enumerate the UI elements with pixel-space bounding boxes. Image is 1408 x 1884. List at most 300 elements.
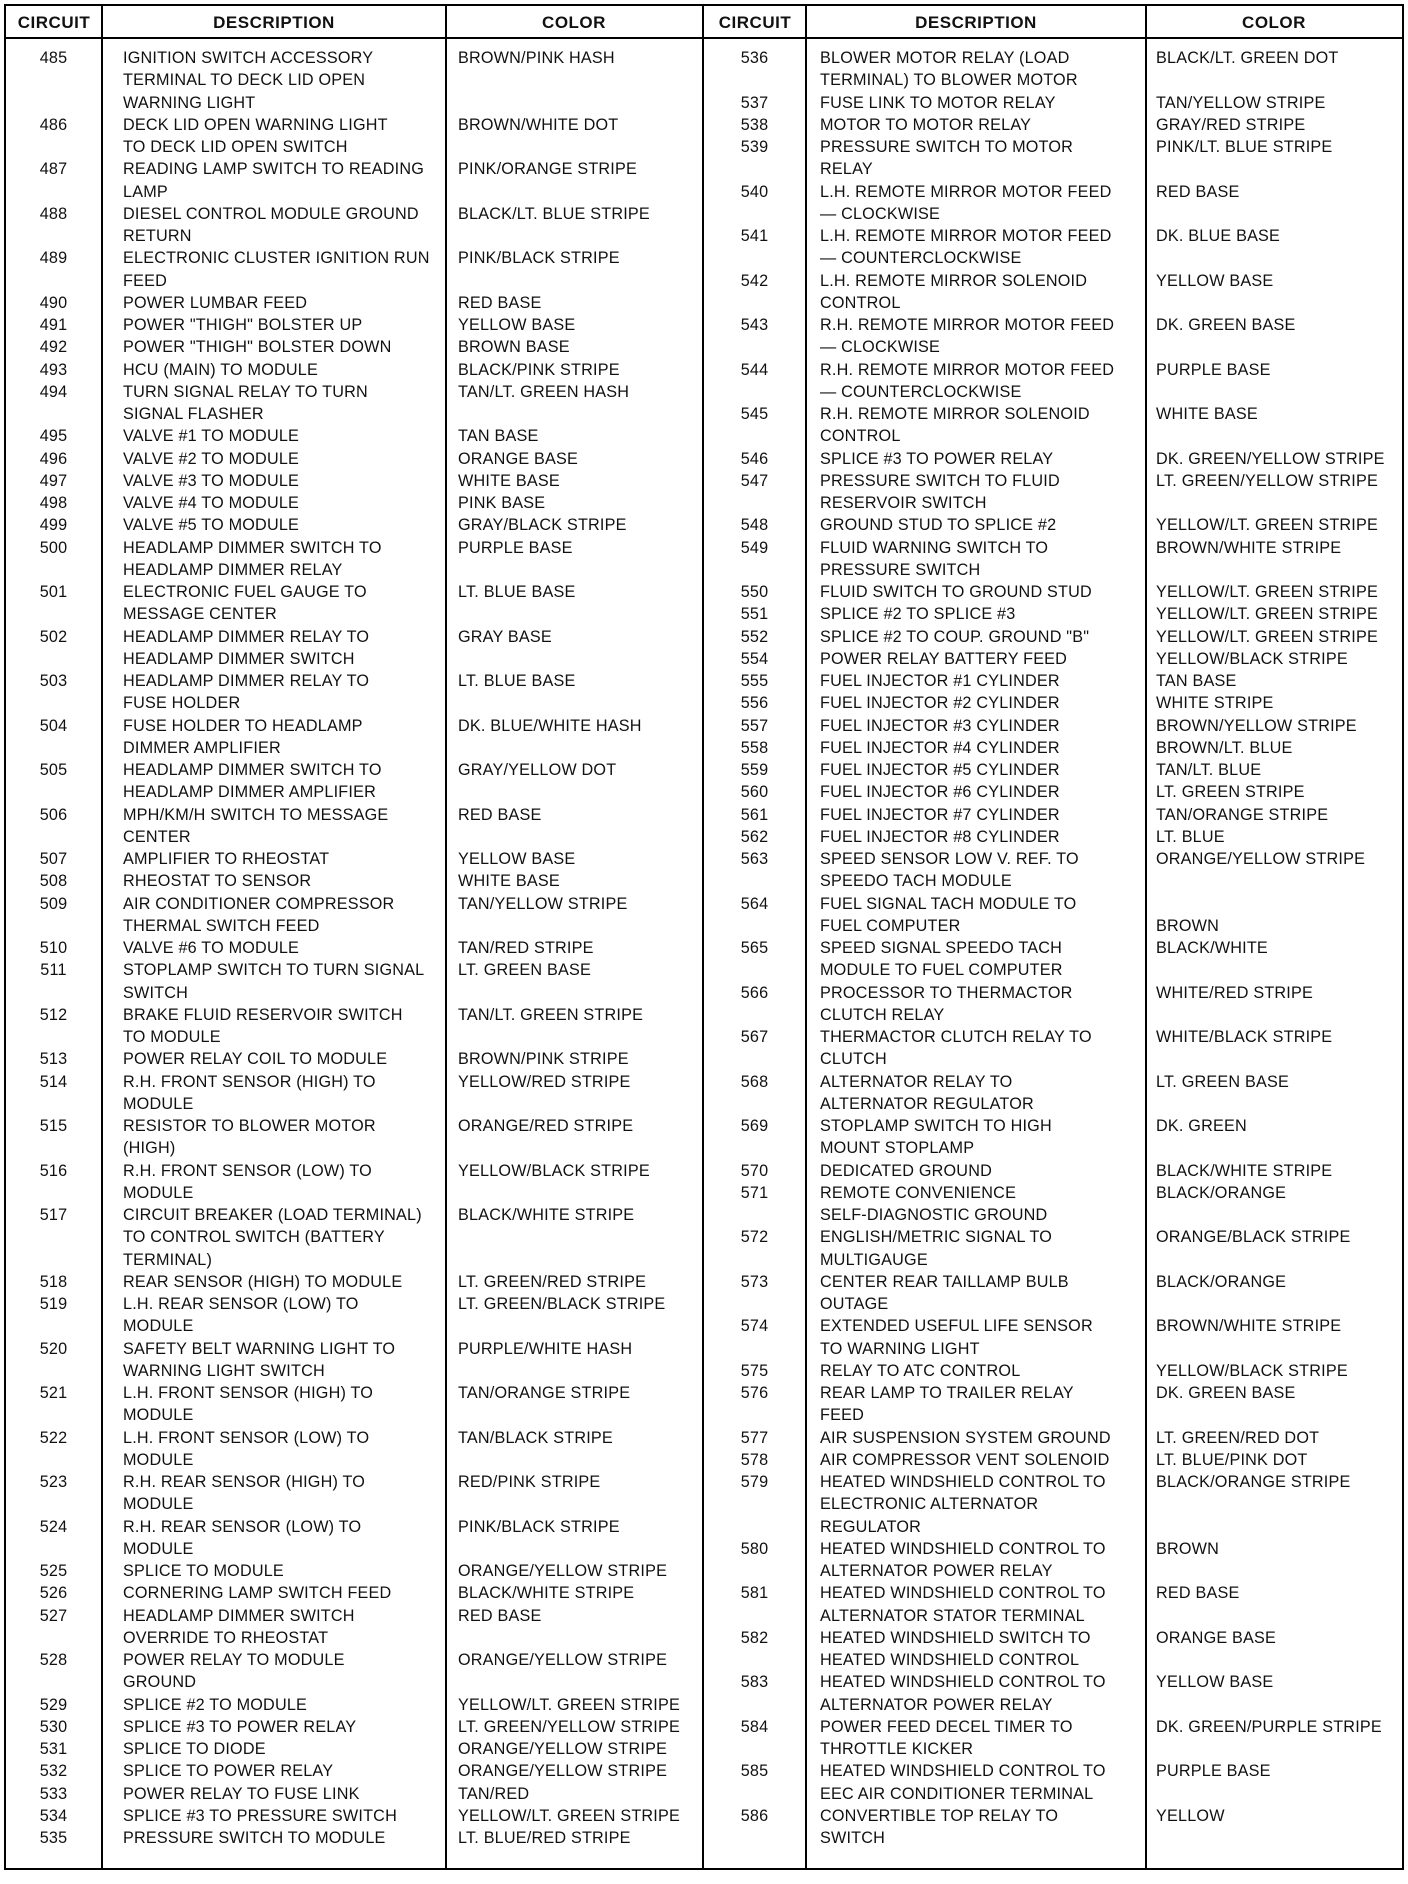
color-line: TAN/LT. GREEN STRIPE [458, 1005, 644, 1024]
table-row [704, 1716, 1402, 1761]
color-line: PINK/BLACK STRIPE [458, 249, 620, 268]
circuit-number: 584 [740, 1717, 769, 1736]
color-line: RED BASE [1156, 182, 1240, 201]
color-line: ORANGE/YELLOW STRIPE [458, 1651, 668, 1669]
wire-color [458, 1204, 634, 1226]
description-line: L.H. REMOTE MIRROR SOLENOID [820, 271, 1088, 290]
color-header: COLOR [1146, 6, 1402, 39]
color-line: ORANGE/BLACK STRIPE [1156, 1228, 1351, 1247]
table-row [704, 1271, 1402, 1316]
table-row [704, 1182, 1402, 1227]
wire-color [1156, 648, 1348, 670]
circuit-description [123, 1560, 284, 1582]
wire-color [1156, 448, 1385, 470]
table-row [6, 292, 702, 314]
circuit-number: 535 [39, 1829, 68, 1847]
color-line: ORANGE/YELLOW STRIPE [458, 1762, 668, 1781]
table-row [6, 359, 702, 381]
wire-color [458, 1738, 667, 1760]
circuit-number: 525 [39, 1562, 68, 1580]
circuit-description [123, 1382, 373, 1427]
color-line: ORANGE BASE [458, 449, 579, 468]
description-line: VALVE #1 TO MODULE [123, 427, 300, 446]
description-line: SPLICE #3 TO POWER RELAY [820, 449, 1054, 468]
circuit-description [820, 1271, 1069, 1316]
wire-color [458, 359, 620, 381]
table-row [704, 270, 1402, 315]
circuit-number: 497 [39, 471, 68, 490]
wire-color [1156, 1805, 1225, 1827]
circuit-number: 568 [740, 1072, 769, 1091]
description-line: BRAKE FLUID RESERVOIR SWITCH [123, 1005, 403, 1024]
description-line: FUEL INJECTOR #4 CYLINDER [820, 738, 1060, 757]
circuit-number: 492 [39, 338, 68, 357]
table-row [704, 114, 1402, 136]
description-header: DESCRIPTION [102, 6, 446, 39]
table-row [6, 1382, 702, 1427]
table-row [6, 1560, 702, 1582]
circuit-number: 548 [740, 516, 769, 535]
table-row [704, 1449, 1402, 1471]
circuit-description [820, 1582, 1106, 1627]
table-row [6, 1716, 702, 1738]
wire-color [1156, 136, 1332, 158]
circuit-number: 501 [39, 583, 68, 601]
circuit-description [820, 1226, 1052, 1271]
circuit-description [820, 692, 1060, 714]
description-line: — COUNTERCLOCKWISE [820, 382, 1022, 401]
description-line: RESISTOR TO BLOWER MOTOR [123, 1117, 376, 1135]
description-line: TO CONTROL SWITCH (BATTERY [123, 1228, 385, 1247]
color-line: PINK/BLACK STRIPE [458, 1517, 620, 1536]
description-line: — COUNTERCLOCKWISE [820, 249, 1022, 268]
table-row [704, 1226, 1402, 1271]
table-row [6, 715, 702, 760]
wire-color [1156, 1115, 1247, 1137]
circuit-number: 500 [39, 538, 68, 557]
wire-color [458, 470, 560, 492]
wire-color [458, 670, 575, 692]
wire-color [1156, 893, 1219, 938]
description-line: ALTERNATOR POWER RELAY [820, 1562, 1053, 1580]
table-row [6, 1471, 702, 1516]
table-row [6, 1582, 702, 1604]
circuit-description [123, 537, 382, 582]
wire-color [458, 1071, 631, 1093]
table-row [6, 1605, 702, 1650]
description-line: MULTIGAUGE [820, 1250, 928, 1269]
circuit-number: 550 [740, 583, 769, 601]
wire-color [1156, 1160, 1332, 1182]
table-row [704, 1427, 1402, 1449]
circuit-description [123, 314, 362, 336]
description-line: PROCESSOR TO THERMACTOR [820, 983, 1073, 1002]
circuit-number: 545 [740, 405, 769, 423]
circuit-description [820, 1427, 1111, 1449]
color-line: ORANGE/YELLOW STRIPE [458, 1740, 668, 1758]
wire-color [1156, 1760, 1271, 1782]
circuit-description [123, 670, 369, 715]
color-line: BLACK/WHITE [1156, 939, 1268, 957]
table-row [6, 470, 702, 492]
table-row [6, 581, 702, 626]
description-line: SWITCH [820, 1829, 886, 1847]
wire-color [458, 1338, 632, 1360]
table-row [704, 1538, 1402, 1583]
circuit-description [820, 670, 1060, 692]
circuit-description [123, 47, 373, 114]
circuit-number: 514 [39, 1072, 68, 1091]
color-line: BROWN [1156, 916, 1220, 935]
circuit-number: 580 [740, 1539, 769, 1558]
circuit-number: 536 [740, 49, 769, 67]
circuit-description [820, 603, 1015, 625]
color-line: YELLOW/LT. GREEN STRIPE [458, 1806, 680, 1825]
circuit-number: 567 [740, 1028, 769, 1046]
wire-color [458, 247, 620, 269]
color-line: PURPLE BASE [1156, 1762, 1271, 1781]
wire-color [1156, 1315, 1341, 1337]
circuit-number: 540 [740, 182, 769, 201]
description-line: ALTERNATOR RELAY TO [820, 1072, 1013, 1091]
description-line: GROUND [123, 1673, 197, 1692]
circuit-number: 554 [740, 649, 769, 668]
circuit-number: 564 [740, 894, 769, 913]
color-line: DK. BLUE/WHITE HASH [458, 716, 642, 735]
description-line: FUEL INJECTOR #7 CYLINDER [820, 805, 1060, 824]
table-row [704, 225, 1402, 270]
wire-color [458, 804, 541, 826]
color-line: RED BASE [458, 293, 542, 312]
circuit-description [820, 1671, 1106, 1716]
description-line: SPLICE #3 TO PRESSURE SWITCH [123, 1806, 397, 1825]
description-line: HEATED WINDSHIELD CONTROL TO [820, 1762, 1106, 1781]
table-row [6, 314, 702, 336]
description-line: FUEL INJECTOR #5 CYLINDER [820, 761, 1060, 779]
circuit-description [820, 1449, 1110, 1471]
circuit-number: 522 [39, 1428, 68, 1447]
description-line: AIR CONDITIONER COMPRESSOR [123, 894, 395, 913]
table-row [6, 1004, 702, 1049]
circuit-description [123, 1605, 355, 1650]
description-line: POWER RELAY COIL TO MODULE [123, 1050, 388, 1069]
description-line: AMPLIFIER TO RHEOSTAT [123, 850, 330, 868]
circuit-number: 523 [39, 1473, 68, 1491]
circuit-description [820, 270, 1087, 315]
description-line: MODULE [123, 1094, 194, 1113]
wire-color [458, 1271, 646, 1293]
circuit-description [820, 626, 1089, 648]
circuit-number: 544 [740, 360, 769, 379]
circuit-number: 504 [39, 716, 68, 735]
color-line: TAN BASE [1156, 672, 1237, 690]
table-row [704, 715, 1402, 737]
description-line: TO WARNING LIGHT [820, 1339, 980, 1358]
circuit-number: 531 [39, 1740, 68, 1758]
table-row [6, 804, 702, 849]
circuit-description [820, 737, 1060, 759]
circuit-description [123, 359, 318, 381]
description-line: POWER RELAY BATTERY FEED [820, 649, 1068, 668]
table-row [704, 1471, 1402, 1538]
circuit-number: 485 [39, 49, 68, 67]
table-row [704, 537, 1402, 582]
table-row [704, 1026, 1402, 1071]
description-line: SPEEDO TACH MODULE [820, 872, 1012, 891]
circuit-number: 512 [39, 1005, 68, 1024]
circuit-number: 560 [740, 783, 769, 802]
description-line: POWER LUMBAR FEED [123, 293, 308, 312]
description-line: R.H. FRONT SENSOR (LOW) TO [123, 1161, 372, 1180]
description-line: SPLICE #2 TO COUP. GROUND "B" [820, 627, 1090, 646]
circuit-number: 576 [740, 1384, 769, 1402]
wire-color [1156, 670, 1236, 692]
circuit-number: 541 [740, 227, 769, 245]
description-line: R.H. REAR SENSOR (HIGH) TO [123, 1473, 366, 1491]
circuit-number: 518 [39, 1272, 68, 1291]
color-line: YELLOW [1156, 1806, 1225, 1825]
circuit-header: CIRCUIT [704, 6, 806, 39]
table-row [6, 1160, 702, 1205]
circuit-description [820, 781, 1060, 803]
wire-color [1156, 692, 1274, 714]
description-line: — CLOCKWISE [820, 204, 941, 223]
color-line: YELLOW/RED STRIPE [458, 1072, 631, 1091]
circuit-number: 574 [740, 1317, 769, 1336]
circuit-description [123, 1783, 360, 1805]
table-row [6, 1293, 702, 1338]
description-line: MODULE [123, 1495, 194, 1514]
color-line: ORANGE/RED STRIPE [458, 1117, 634, 1135]
description-line: CORNERING LAMP SWITCH FEED [123, 1584, 392, 1603]
circuit-description [820, 470, 1060, 515]
description-line: IGNITION SWITCH ACCESSORY [123, 49, 374, 67]
table-row [704, 1382, 1402, 1427]
circuit-number: 507 [39, 850, 68, 868]
description-line: MODULE [123, 1450, 194, 1469]
table-row [6, 336, 702, 358]
wire-color [458, 715, 642, 737]
circuit-description [820, 1160, 992, 1182]
wire-color [1156, 581, 1378, 603]
circuit-number: 511 [40, 961, 67, 980]
description-line: REAR SENSOR (HIGH) TO MODULE [123, 1272, 403, 1291]
description-line: THROTTLE KICKER [820, 1740, 974, 1758]
description-line: MOTOR TO MOTOR RELAY [820, 115, 1032, 134]
color-line: BLACK/LT. GREEN DOT [1156, 49, 1339, 67]
table-row [6, 381, 702, 426]
description-line: SIGNAL FLASHER [123, 405, 264, 423]
circuit-description [820, 136, 1073, 181]
color-line: YELLOW/LT. GREEN STRIPE [1156, 627, 1378, 646]
table-row [6, 1271, 702, 1293]
circuit-number: 546 [740, 449, 769, 468]
wire-color [458, 47, 615, 69]
description-line: AIR COMPRESSOR VENT SOLENOID [820, 1450, 1110, 1469]
description-line: TURN SIGNAL RELAY TO TURN [123, 382, 368, 401]
table-row [704, 1582, 1402, 1627]
circuit-description [820, 1805, 1058, 1850]
description-line: CONTROL [820, 293, 901, 312]
color-line: DK. BLUE BASE [1156, 227, 1281, 245]
color-line: DK. GREEN BASE [1156, 1384, 1296, 1402]
description-line: HEATED WINDSHIELD CONTROL TO [820, 1539, 1106, 1558]
circuit-description [123, 937, 299, 959]
table-row [704, 603, 1402, 625]
circuit-number: 529 [39, 1695, 68, 1714]
circuit-description [820, 1315, 1093, 1360]
description-line: READING LAMP SWITCH TO READING [123, 160, 425, 179]
circuit-number: 498 [39, 494, 68, 512]
circuit-number: 524 [39, 1517, 68, 1536]
table-row [6, 203, 702, 248]
circuit-number: 487 [39, 160, 68, 179]
color-line: BLACK/PINK STRIPE [458, 360, 620, 379]
wire-color [458, 870, 560, 892]
circuit-description [820, 826, 1060, 848]
description-line: ALTERNATOR STATOR TERMINAL [820, 1606, 1085, 1625]
circuit-description [820, 1760, 1106, 1805]
color-line: YELLOW/BLACK STRIPE [1156, 649, 1348, 668]
description-line: FEED [820, 1406, 864, 1425]
circuit-description [820, 47, 1078, 92]
color-line: WHITE BASE [458, 471, 560, 490]
color-line [1156, 893, 1219, 915]
circuit-description [123, 1004, 403, 1049]
color-line: YELLOW/BLACK STRIPE [1156, 1361, 1348, 1380]
wire-color [458, 1293, 665, 1315]
wire-color [458, 425, 538, 447]
wire-color [458, 1783, 529, 1805]
description-line: SPEED SENSOR LOW V. REF. TO [820, 850, 1079, 868]
description-line: LAMP [123, 182, 168, 201]
table-row [704, 1627, 1402, 1672]
table-row [6, 1071, 702, 1116]
wire-color [1156, 470, 1378, 492]
circuit-number: 552 [740, 627, 769, 646]
table-row [6, 1783, 702, 1805]
wire-color [458, 1004, 643, 1026]
circuit-number: 503 [39, 672, 68, 690]
circuit-description [820, 314, 1114, 359]
color-line: DK. GREEN/YELLOW STRIPE [1156, 449, 1385, 468]
wire-color [1156, 1582, 1239, 1604]
description-line: FUEL INJECTOR #6 CYLINDER [820, 783, 1060, 802]
description-line: HEADLAMP DIMMER SWITCH [123, 649, 355, 668]
circuit-description [820, 1182, 1047, 1227]
table-row [6, 47, 702, 114]
circuit-description [123, 1071, 376, 1116]
color-line: BLACK/ORANGE [1156, 1183, 1287, 1202]
circuit-number: 516 [39, 1161, 68, 1180]
description-line: HEATED WINDSHIELD CONTROL TO [820, 1584, 1106, 1603]
table-row [704, 804, 1402, 826]
circuit-description [820, 982, 1073, 1027]
description-line: RETURN [123, 227, 192, 245]
wire-color [1156, 1627, 1276, 1649]
wire-color [1156, 270, 1273, 292]
description-line: HCU (MAIN) TO MODULE [123, 360, 318, 379]
wire-color [1156, 181, 1239, 203]
circuit-number: 565 [740, 939, 769, 957]
description-line: CENTER [123, 827, 191, 846]
circuit-number: 577 [740, 1428, 769, 1447]
description-line: FUSE HOLDER TO HEADLAMP [123, 716, 363, 735]
description-line: FUEL INJECTOR #3 CYLINDER [820, 716, 1060, 735]
circuit-description [123, 1204, 422, 1271]
circuit-number: 494 [39, 382, 68, 401]
circuit-number: 538 [740, 115, 769, 134]
description-line: CLUTCH RELAY [820, 1005, 945, 1024]
wire-color [458, 448, 578, 470]
description-line: TO DECK LID OPEN SWITCH [123, 138, 348, 156]
description-line: REAR LAMP TO TRAILER RELAY [820, 1384, 1074, 1402]
wire-color [1156, 937, 1268, 959]
circuit-number: 496 [39, 449, 68, 468]
circuit-description [820, 514, 1056, 536]
color-line: LT. BLUE/PINK DOT [1156, 1450, 1308, 1469]
table-row [6, 1694, 702, 1716]
wire-color [458, 492, 545, 514]
color-line: RED BASE [1156, 1584, 1240, 1603]
circuit-description [123, 1760, 333, 1782]
wire-color [458, 959, 591, 981]
circuit-description [123, 492, 299, 514]
circuit-number: 486 [39, 115, 68, 134]
circuit-number: 510 [39, 939, 68, 957]
table-row [6, 870, 702, 892]
color-line: TAN/ORANGE STRIPE [1156, 805, 1329, 824]
color-line: TAN/YELLOW STRIPE [458, 894, 628, 913]
circuit-description [123, 247, 430, 292]
wire-color [1156, 737, 1293, 759]
left-table [4, 4, 704, 1870]
circuit-number: 549 [740, 538, 769, 557]
color-line: BLACK/WHITE STRIPE [458, 1206, 635, 1224]
circuit-description [123, 1827, 386, 1849]
color-line: PURPLE/WHITE HASH [458, 1339, 633, 1358]
circuit-description [123, 336, 392, 358]
description-line: SAFETY BELT WARNING LIGHT TO [123, 1339, 396, 1358]
color-line: TAN/LT. BLUE [1156, 761, 1262, 779]
table-row [704, 314, 1402, 359]
table-row [704, 181, 1402, 226]
description-line: SPLICE TO MODULE [123, 1562, 284, 1580]
wire-color [1156, 848, 1365, 870]
color-line: LT. GREEN BASE [1156, 1072, 1289, 1091]
circuit-number: 559 [740, 761, 769, 779]
color-line: ORANGE BASE [1156, 1628, 1277, 1647]
circuit-number: 521 [39, 1384, 68, 1402]
circuit-description [820, 1471, 1106, 1538]
color-line: GRAY/YELLOW DOT [458, 761, 617, 779]
circuit-description [820, 92, 1056, 114]
circuit-number: 508 [39, 872, 68, 891]
description-line: PRESSURE SWITCH TO FLUID [820, 471, 1060, 490]
description-line: HEADLAMP DIMMER RELAY [123, 560, 343, 579]
color-line: BROWN/WHITE DOT [458, 115, 619, 134]
wire-color [458, 937, 594, 959]
wire-color [1156, 92, 1326, 114]
circuit-number: 558 [740, 738, 769, 757]
table-row [704, 1360, 1402, 1382]
description-line: R.H. REMOTE MIRROR MOTOR FEED [820, 316, 1115, 334]
circuit-number: 513 [39, 1050, 68, 1069]
circuit-number: 562 [740, 827, 769, 846]
description-line: POWER RELAY TO MODULE [123, 1651, 345, 1669]
table-row [6, 759, 702, 804]
color-line: YELLOW BASE [1156, 1673, 1274, 1692]
